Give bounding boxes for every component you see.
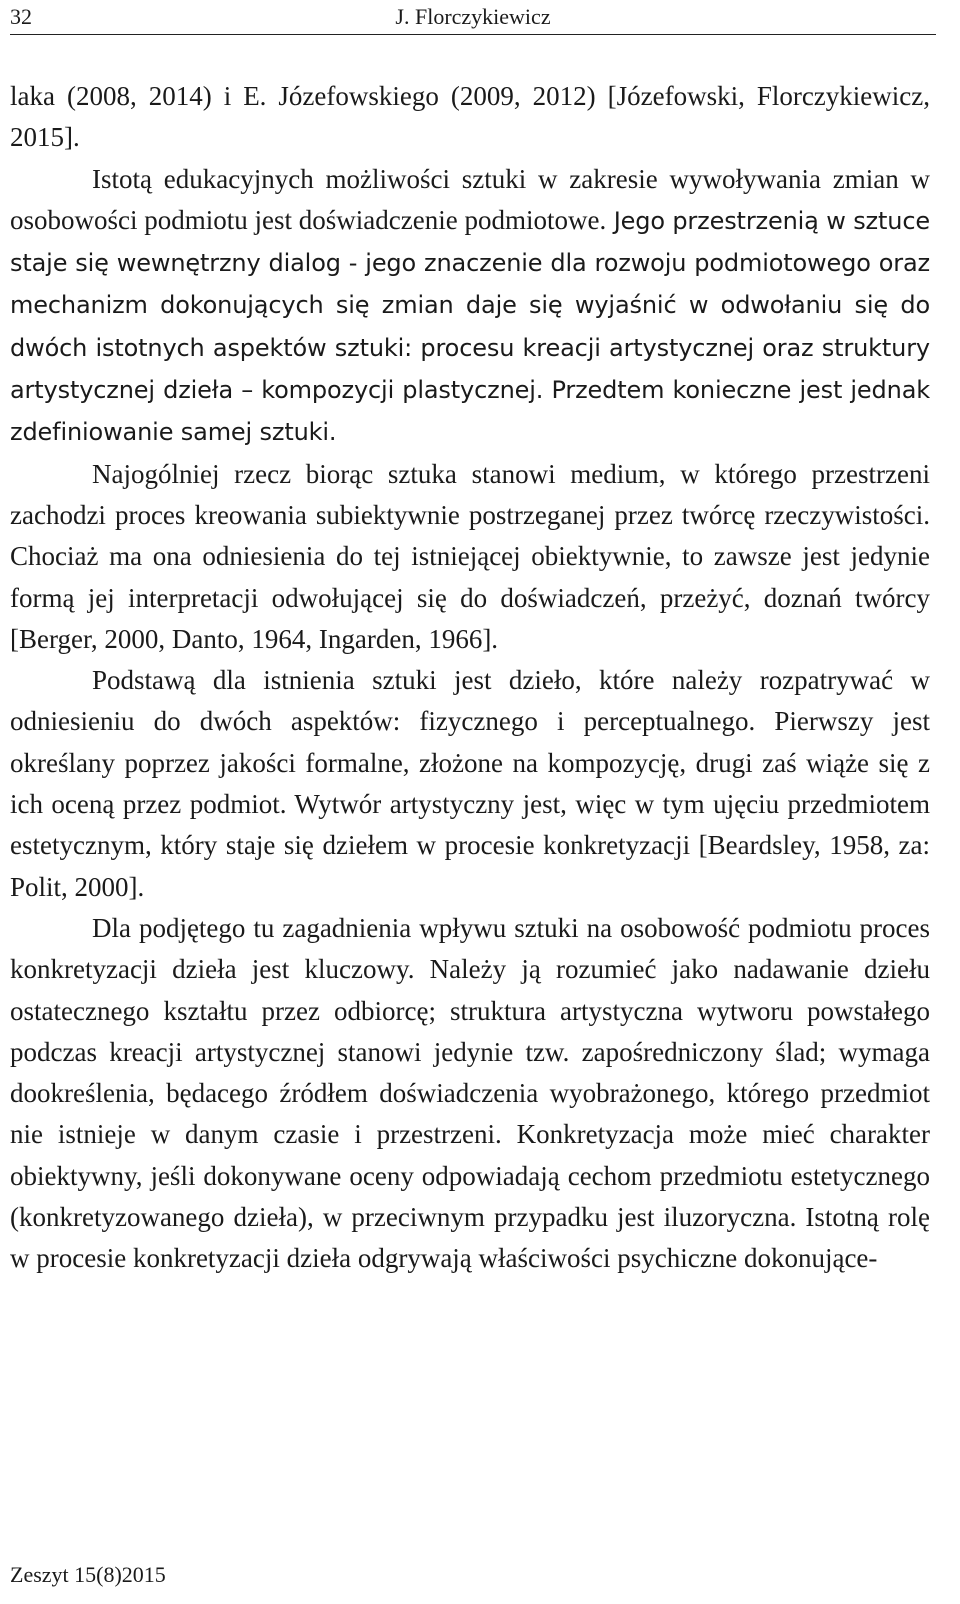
- paragraph-text: Dla podjętego tu zagadnienia wpływu sztuki na osobowość podmiotu proces konkretyzacji dzieła jest kluczowy. Należy ją rozumieć jako nadawanie dziełu ostatecznego kształtu przez odbiorcę; struktura artystyczna wytworu powstałego podczas kreacji artystycznej stanowi jedynie tzw. zapośredniczony ślad; wymaga dookreślenia, będacego źródłem doświadczenia wyobrażonego, którego przedmiot nie istnieje w danym czasie i przestrzeni. Konkretyzacja może mieć charakter obiektywny, jeśli dokonywane oceny odpowiadają cechom przedmiotu estetycznego (konkretyzowanego dzieła), w przeciwnym przypadku jest iluzoryczna. Istotną rolę w procesie konkretyzacji dzieła odgrywają właściwości psychiczne dokonujące-: [10, 912, 930, 1274]
- page-number: 32: [10, 4, 32, 29]
- page-footer: [10, 1562, 166, 1588]
- paragraph-continuation: [10, 76, 930, 159]
- paragraph-text: Istotą edukacyjnych możliwości sztuki w zakresie wywoływania zmian w osobowości podmiotu jest doświadczenie podmiotowe.: [10, 163, 930, 235]
- paragraph-text: laka (2008, 2014) i E. Józefowskiego (2009, 2012) [Józefowski, Florczykiewicz, 2015].: [10, 81, 930, 153]
- paragraph-text: Najogólniej rzecz biorąc sztuka stanowi medium, w którego przestrzeni zachodzi proces kreowania subiektywnie postrzeganej przez twórcę rzeczywistości. Chociaż ma ona odniesienia do tej istniejącej obiektywnie, to zawsze jest jedynie formą jej interpretacji odwołującej się do doświadczeń, przeżyć, doznań twórcy [Berger, 2000, Danto, 1964, Ingarden, 1966].: [10, 458, 930, 654]
- article-body: [10, 76, 930, 1280]
- journal-issue: Zeszyt 15(8)2015: [10, 1562, 166, 1587]
- paragraph-medium: [10, 454, 930, 660]
- paragraph-konkretyzacja: [10, 908, 930, 1280]
- paragraph-text: Jego przestrzenią w sztuce staje się wewnętrzny dialog - jego znaczenie dla rozwoju podmiotowego oraz mechanizm dokonujących się zmian daje się wyjaśnić w odwołaniu się do dwóch istotnych aspektów sztuki: procesu kreacji artystycznej oraz struktury artystycznej dzieła – kompozycji plastycznej. Przedtem konieczne jest jednak zdefiniowanie samej sztuki.: [10, 206, 930, 447]
- page-header: [10, 0, 936, 35]
- paragraph-text: Podstawą dla istnienia sztuki jest dzieło, które należy rozpatrywać w odniesieniu do dwóch aspektów: fizycznego i perceptualnego. Pierwszy jest określany poprzez jakości formalne, złożone na kompozycję, drugi zaś wiąże się z ich oceną przez podmiot. Wytwór artystyczny jest, więc w tym ujęciu przedmiotem estetycznym, który staje się dziełem w procesie konkretyzacji [Beardsley, 1958, za: Polit, 2000].: [10, 665, 930, 902]
- paragraph-doswiadczenie: [10, 159, 930, 454]
- paragraph-dzielo: [10, 660, 930, 908]
- running-head-author: J. Florczykiewicz: [395, 4, 551, 29]
